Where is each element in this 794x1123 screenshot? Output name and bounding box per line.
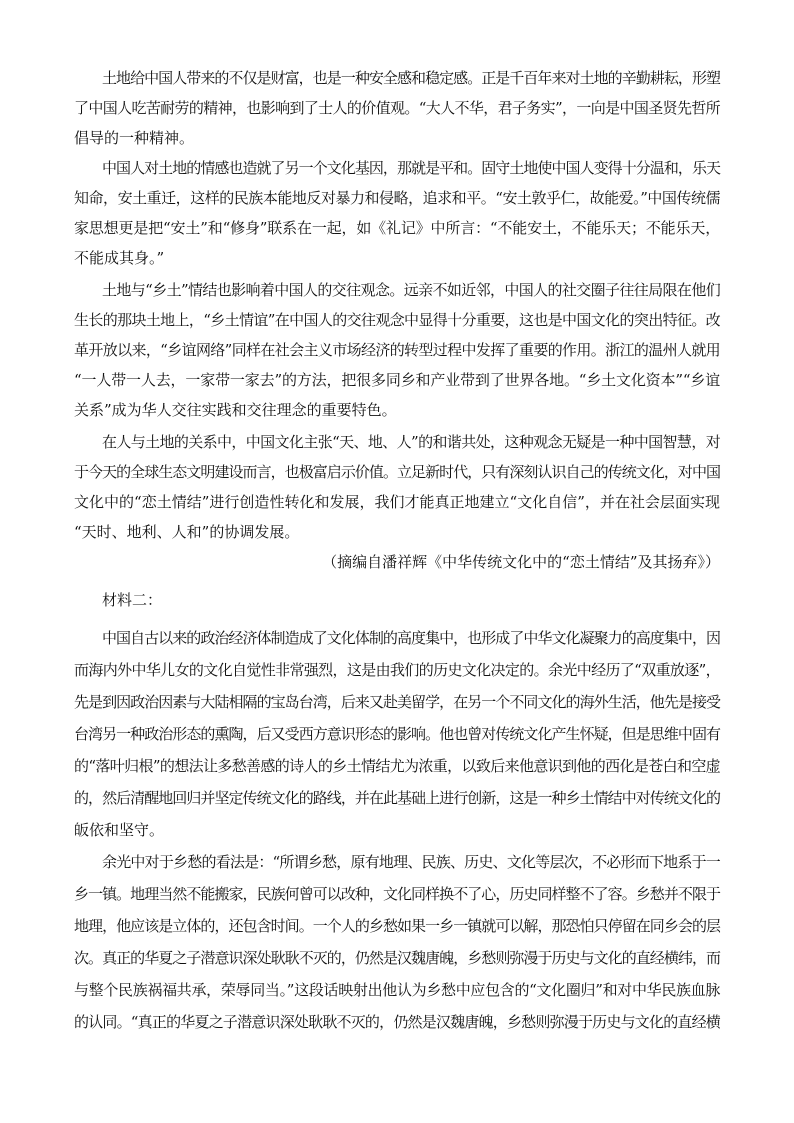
text-line: 而海内外中华儿女的文化自觉性非常强烈，这是由我们的历史文化决定的。余光中经历了“双重放逐”， (74, 661, 720, 679)
text-line: 关系”成为华人交往实践和交往理念的重要特色。 (74, 401, 397, 419)
text-line: 文化中的“恋土情结”进行创造性转化和发展，我们才能真正地建立“文化自信”，并在社会层面实现 (74, 493, 720, 511)
text-line: 与整个民族祸福共承，荣辱同当。”这段话映射出他认为乡愁中应包含的“文化圈归”和对中华民族血脉 (74, 981, 720, 999)
text-line: 土地与“乡土”情结也影响着中国人的交往观念。远亲不如近邻，中国人的社交圈子往往局限在他们 (102, 281, 720, 299)
text-line: 倡导的一种精神。 (74, 129, 195, 147)
text-line: 先是到因政治因素与大陆相隔的宝岛台湾，后来又赴美留学，在另一个不同文化的海外生活，他先是接受 (74, 693, 720, 711)
text-line: 于今天的全球生态文明建设而言，也极富启示价值。立足新时代，只有深刻认识自己的传统文化，对中国 (74, 463, 720, 481)
text-line: 余光中对于乡愁的看法是：“所谓乡愁，原有地理、民族、历史、文化等层次，不必形而下地系于一 (102, 853, 720, 871)
text-line: 土地给中国人带来的不仅是财富，也是一种安全感和稳定感。正是千百年来对土地的辛勤耕耘，形塑 (102, 69, 720, 87)
material-label: 材料二： (102, 591, 163, 609)
text-line: 乡一镇。地理当然不能搬家，民族何曾可以改种，文化同样换不了心，历史同样整不了容。乡愁并不限于 (74, 885, 720, 903)
text-line: 的“落叶归根”的想法让多愁善感的诗人的乡土情结尤为浓重，以致后来他意识到他的西化是苍白和空虚 (74, 757, 720, 775)
text-line: 皈依和坚守。 (74, 821, 165, 839)
text-line: 次。真正的华夏之子潜意识深处耿耿不灭的，仍然是汉魏唐魄，乡愁则弥漫于历史与文化的直经横纬，而 (74, 949, 720, 967)
text-line: “天时、地利、人和”的协调发展。 (74, 523, 300, 541)
citation: （摘编自潘祥辉《中华传统文化中的“恋土情结”及其扬弃》） (322, 553, 720, 571)
text-line: 在人与土地的关系中，中国文化主张“天、地、人”的和谐共处，这种观念无疑是一种中国智慧，对 (102, 433, 720, 451)
text-line: 地理，他应该是立体的，还包含时间。一个人的乡愁如果一乡一镇就可以解，那恐怕只停留在同乡会的层 (74, 917, 720, 935)
text-line: 知命，安土重迁，这样的民族本能地反对暴力和侵略，追求和平。“安土敦乎仁，故能爱。”中国传统儒 (74, 189, 720, 207)
text-line: 台湾另一种政治形态的熏陶，后又受西方意识形态的影响。他也曾对传统文化产生怀疑，但是思维中固有 (74, 725, 720, 743)
text-line: 生长的那块土地上，“乡土情谊”在中国人的交往观念中显得十分重要，这也是中国文化的突出特征。改 (74, 311, 720, 329)
text-line: 不能成其身。” (74, 249, 165, 267)
text-line: 中国自古以来的政治经济体制造成了文化体制的高度集中，也形成了中华文化凝聚力的高度集中，因 (102, 629, 720, 647)
text-line: 中国人对土地的情感也造就了另一个文化基因，那就是平和。固守土地使中国人变得十分温和，乐天 (102, 159, 720, 177)
text-line: 了中国人吃苦耐劳的精神，也影响到了士人的价值观。“大人不华，君子务实”，一向是中国圣贤先哲所 (74, 99, 720, 117)
text-line: 家思想更是把“安土”和“修身”联系在一起，如《礼记》中所言：“不能安土，不能乐天；不能乐天， (74, 219, 720, 237)
text-line: “一人带一人去，一家带一家去”的方法，把很多同乡和产业带到了世界各地。“乡土文化资本”“乡谊 (74, 371, 720, 389)
text-line: 的认同。“真正的华夏之子潜意识深处耿耿不灭的，仍然是汉魏唐魄，乡愁则弥漫于历史与文化的直经横 (74, 1013, 720, 1031)
text-line: 革开放以来，“乡谊网络”同样在社会主义市场经济的转型过程中发挥了重要的作用。浙江的温州人就用 (74, 341, 720, 359)
text-line: 的，然后清醒地回归并坚定传统文化的路线，并在此基础上进行创新，这是一种乡土情结中对传统文化的 (74, 789, 720, 807)
